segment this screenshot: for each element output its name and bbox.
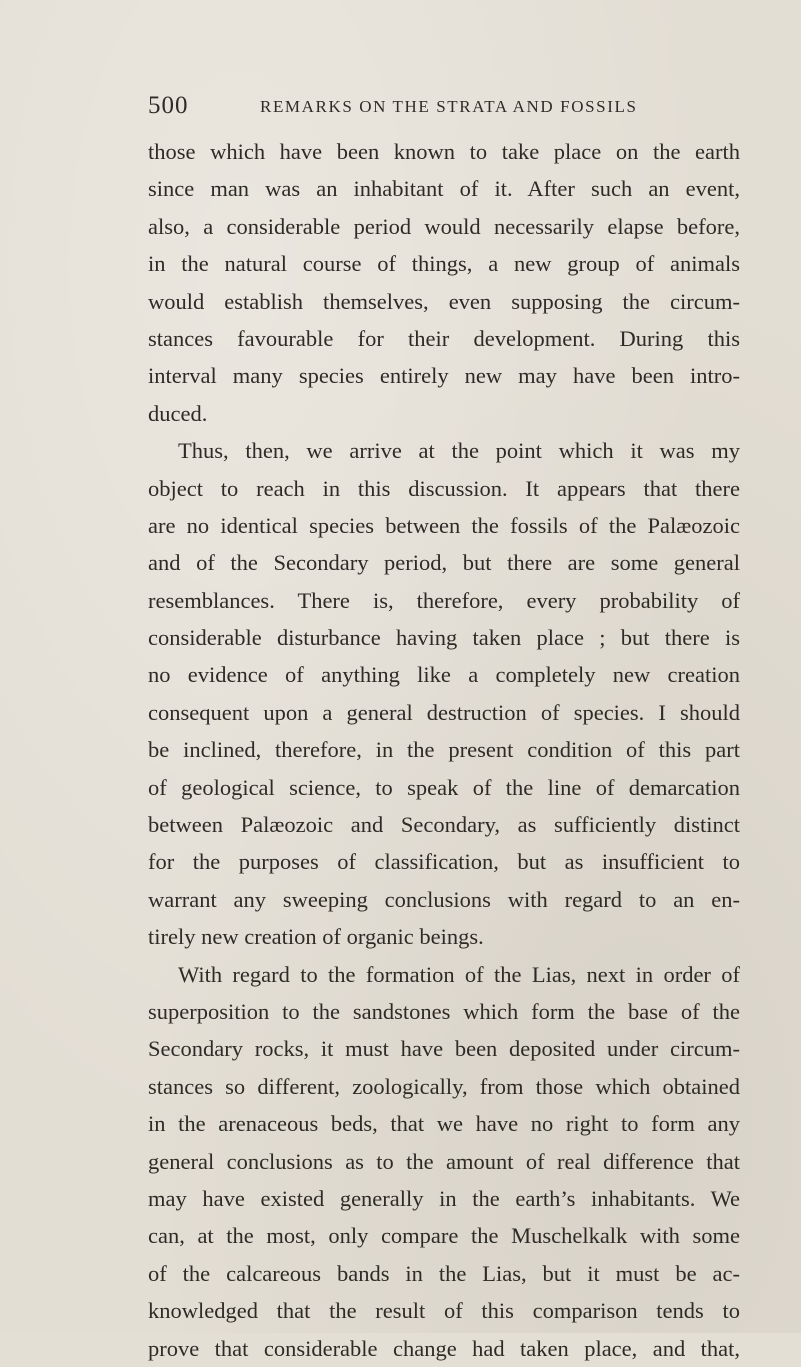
text-line: With regard to the formation of the Lias, next in order of (178, 961, 740, 987)
text-line: object to reach in this discussion. It appears that there (148, 475, 740, 501)
text-line: general conclusions as to the amount of real difference that (148, 1148, 740, 1174)
running-head: REMARKS ON THE STRATA AND FOSSILS (260, 97, 638, 116)
text-line: prove that considerable change had taken place, and that, (148, 1335, 740, 1361)
text-line: resemblances. There is, therefore, every probability of (148, 587, 740, 613)
text-line: duced. (148, 400, 208, 426)
text-line: would establish themselves, even supposing the circum- (148, 288, 740, 314)
text-line: since man was an inhabitant of it. After such an event, (148, 176, 740, 202)
text-line: those which have been known to take place on the earth (148, 139, 740, 164)
text-line: in the arenaceous beds, that we have no right to form any (148, 1111, 740, 1137)
page-number: 500 (148, 92, 189, 119)
text-line: can, at the most, only compare the Muschelkalk with some (148, 1223, 740, 1249)
text-line: stances favourable for their development. During this (148, 325, 740, 351)
text-line: tirely new creation of organic beings. (148, 924, 484, 950)
text-line: also, a considerable period would necessarily elapse before, (148, 213, 740, 239)
text-line: no evidence of anything like a completely new creation (148, 662, 740, 688)
text-line: may have existed generally in the earth’s inhabitants. We (148, 1185, 740, 1211)
text-line: for the purposes of classification, but as insufficient to (148, 849, 740, 875)
text-line: warrant any sweeping conclusions with regard to an en- (148, 886, 740, 912)
text-line: stances so different, zoologically, from those which obtained (148, 1073, 740, 1099)
text-line: be inclined, therefore, in the present condition of this part (148, 737, 740, 763)
text-line: between Palæozoic and Secondary, as sufficiently distinct (148, 812, 740, 838)
page-header (148, 92, 708, 122)
text-line: of geological science, to speak of the line of demarcation (148, 774, 740, 800)
text-line: interval many species entirely new may have been intro- (148, 363, 740, 389)
body-text (148, 133, 740, 1367)
text-line: in the natural course of things, a new group of animals (148, 251, 740, 277)
text-line: consequent upon a general destruction of species. I should (148, 699, 740, 725)
text-line: of the calcareous bands in the Lias, but it must be ac- (148, 1260, 740, 1286)
text-line: superposition to the sandstones which form the base of the (148, 998, 740, 1024)
text-line: Thus, then, we arrive at the point which it was my (178, 438, 740, 464)
text-line: Secondary rocks, it must have been deposited under circum- (148, 1036, 740, 1062)
text-line: are no identical species between the fossils of the Palæozoic (148, 512, 740, 538)
text-line: considerable disturbance having taken place ; but there is (148, 625, 740, 651)
text-line: knowledged that the result of this comparison tends to (148, 1298, 740, 1324)
text-line: and of the Secondary period, but there are some general (148, 550, 740, 576)
